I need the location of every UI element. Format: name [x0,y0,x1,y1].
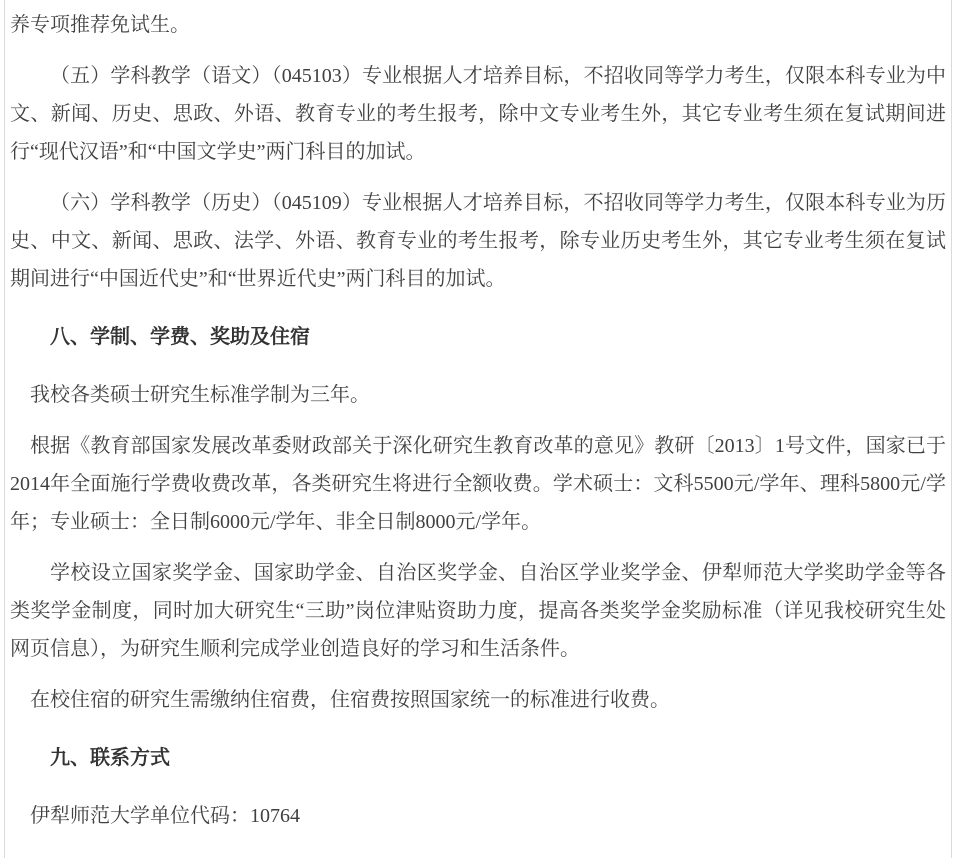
paragraph-subject-chinese: （五）学科教学（语文）（045103）专业根据人才培养目标，不招收同等学力考生，仅限本科专业为中文、新闻、历史、思政、外语、教育专业的考生报考，除中文专业考生外，其它专业考生须在复试期间进行“现代汉语”和“中国文学史”两门科目的加试。 [10,65,946,163]
paragraph-university-code: 伊犁师范大学单位代码：10764 [30,805,300,827]
paragraph-tuition-fees: 根据《教育部国家发展改革委财政部关于深化研究生教育改革的意见》教研〔2013〕1号文件，国家已于2014年全面施行学费收费改革，各类研究生将进行全额收费。学术硕士：文科5500元/学年、理科5800元/学年；专业硕士：全日制6000元/学年、非全日制8000元/学年。 [10,435,946,533]
section-heading-contact: 九、联系方式 [50,747,170,769]
paragraph-continuation: 养专项推荐免试生。 [10,14,190,36]
article-body [4,0,952,858]
paragraph-study-duration: 我校各类硕士研究生标准学制为三年。 [30,384,370,406]
paragraph-accommodation: 在校住宿的研究生需缴纳住宿费，住宿费按照国家统一的标准进行收费。 [30,689,670,711]
section-heading-tuition: 八、学制、学费、奖助及住宿 [50,326,310,348]
paragraph-scholarships: 学校设立国家奖学金、国家助学金、自治区奖学金、自治区学业奖学金、伊犁师范大学奖助学金等各类奖学金制度，同时加大研究生“三助”岗位津贴资助力度，提高各类奖学金奖励标准（详见我校研究生处网页信息），为研究生顺利完成学业创造良好的学习和生活条件。 [10,562,946,660]
paragraph-subject-history: （六）学科教学（历史）（045109）专业根据人才培养目标，不招收同等学力考生，仅限本科专业为历史、中文、新闻、思政、法学、外语、教育专业的考生报考，除专业历史考生外，其它专业考生须在复试期间进行“中国近代史”和“世界近代史”两门科目的加试。 [10,192,946,290]
